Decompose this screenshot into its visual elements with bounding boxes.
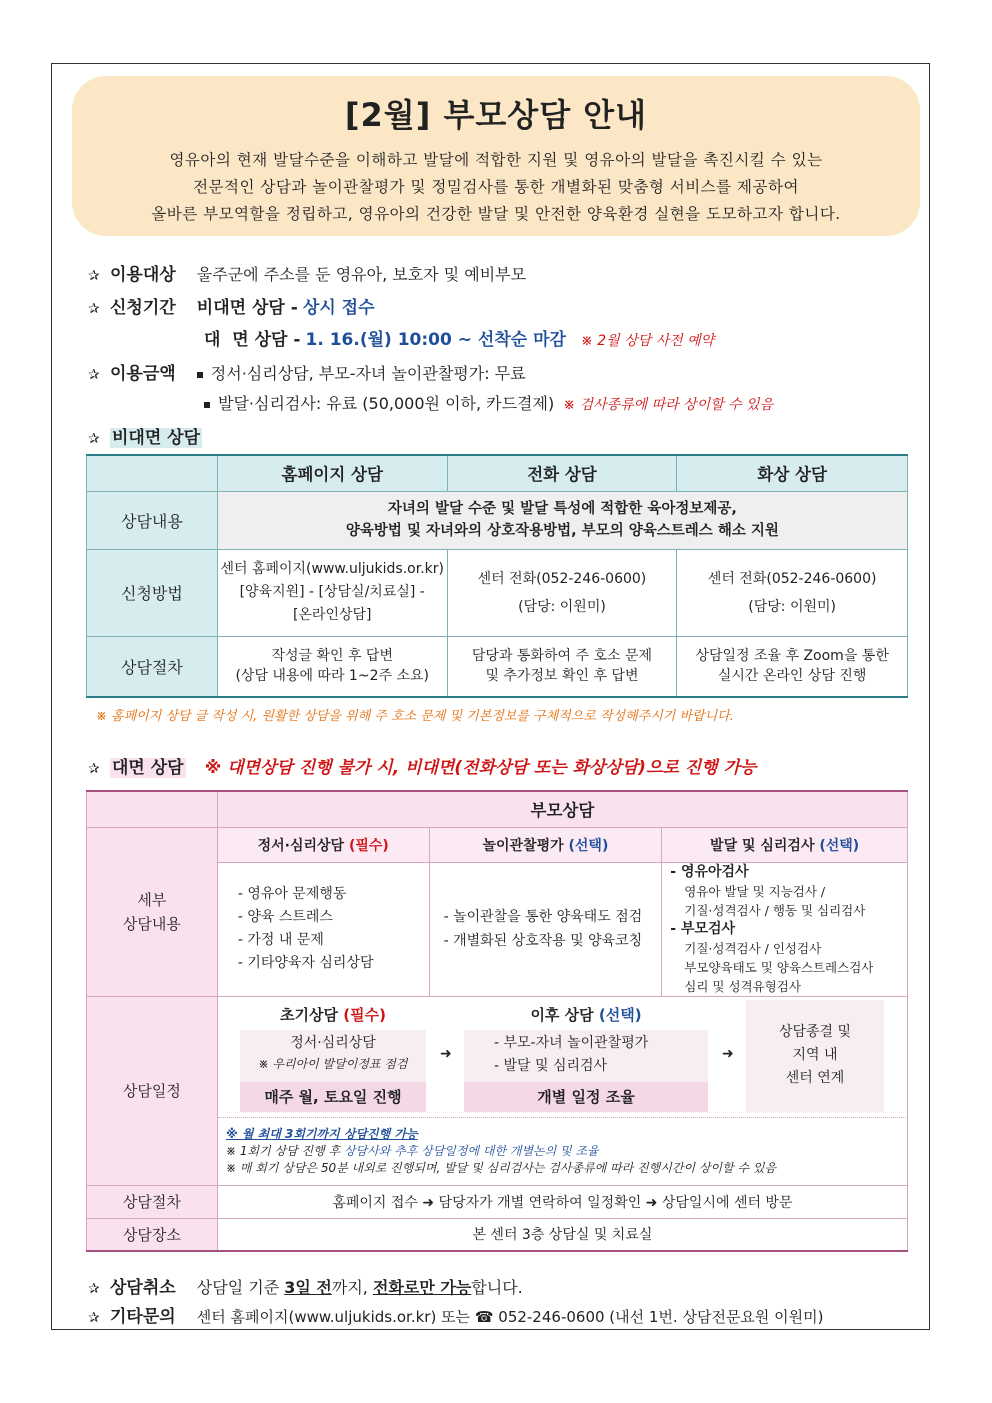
col3-parent-title: - 부모검사	[670, 920, 736, 937]
list-item: - 가정 내 문제	[237, 932, 324, 948]
step-initial-title-text: 초기상담	[280, 1006, 339, 1024]
proc-phone-line-1: 담당과 통화하여 주 호소 문제	[471, 648, 652, 665]
star-icon: ✰	[88, 1281, 100, 1297]
proc-phone-cell	[447, 636, 677, 697]
detail-label-cell	[87, 827, 218, 996]
col3-parent-1: 기질·성격검사 / 인성검사	[684, 940, 822, 956]
detail-label-2: 상담내용	[122, 914, 181, 933]
method-home-line-3: [온라인상담]	[292, 607, 372, 623]
step-initial	[240, 1000, 426, 1112]
cancel-text-d: 전화로만 가능	[372, 1278, 472, 1297]
schedule-label: 상담일정	[87, 996, 218, 1185]
schedule-note-2	[226, 1143, 902, 1160]
star-icon: ✰	[88, 1310, 100, 1326]
period-face-label: 대 면 상담 -	[204, 330, 301, 350]
step-initial-line-2: ※ 우리아이 발달이정표 점검	[258, 1057, 408, 1071]
proc-video-cell	[677, 636, 908, 697]
step-closure-line-3: 센터 연계	[785, 1070, 845, 1086]
col1-header	[217, 827, 429, 862]
cancel-text-b: 3일 전	[284, 1278, 332, 1297]
method-home-cell	[217, 549, 447, 636]
intro-line-3: 올바른 부모역할을 정립하고, 영유아의 건강한 발달 및 안전한 양육환경 실현을 도모하고자 합니다.	[151, 205, 841, 223]
period-remote-label: 비대면 상담 -	[196, 298, 298, 318]
schedule-notes	[226, 1126, 902, 1177]
step-closure	[746, 1000, 884, 1112]
place-label: 상담장소	[87, 1218, 218, 1251]
intro-line-1: 영유아의 현재 발달수준을 이해하고 발달에 적합한 지원 및 영유아의 발달을 촉진시킬 수 있는	[169, 151, 823, 169]
proc-home-line-2: (상담 내용에 따라 1~2주 소요)	[235, 668, 429, 685]
face-section-label: 대면 상담	[112, 758, 184, 778]
table-corner	[87, 791, 218, 827]
remote-consult-table	[86, 454, 908, 698]
step-initial-tag: (필수)	[343, 1006, 386, 1024]
square-bullet-icon	[204, 402, 210, 408]
schedule-note-1: ※ 월 최대 3회기까지 상담진행 가능	[226, 1127, 418, 1141]
face-main-header: 부모상담	[217, 791, 907, 827]
col3-items	[662, 862, 908, 996]
star-icon: ✰	[88, 761, 100, 777]
fee-item-1: 정서·심리상담, 부모-자녀 놀이관찰평가: 무료	[210, 364, 526, 383]
step-followup-line-2: - 발달 및 심리검사	[494, 1058, 608, 1074]
col3-child-2: 기질·성격검사 / 행동 및 심리검사	[684, 902, 866, 918]
method-home-line-2: [양육지원] - [상담실/치료실] -	[239, 584, 425, 600]
col2-tag: (선택)	[568, 837, 609, 854]
period-row	[88, 293, 375, 318]
contact-value: 센터 홈페이지(www.uljukids.or.kr) 또는 ☎ 052-246-0600 (내선 1번. 상담전문요원 이원미)	[196, 1308, 824, 1326]
fee-row-2	[204, 391, 773, 414]
fee-item-2: 발달·심리검사: 유료 (50,000원 이하, 카드결제)	[218, 394, 555, 413]
cancel-label: 상담취소	[110, 1278, 176, 1298]
step-followup-line-1: - 부모-자녀 놀이관찰평가	[494, 1035, 649, 1051]
col3-child-title: - 영유아검사	[670, 863, 749, 880]
table-corner	[87, 455, 218, 491]
period-remote-value: 상시 접수	[302, 298, 375, 318]
star-icon: ✰	[88, 367, 100, 383]
cancel-row	[88, 1273, 523, 1298]
page-title: [2월] 부모상담 안내	[344, 96, 648, 134]
method-home-line-1: 센터 홈페이지(www.uljukids.or.kr)	[220, 561, 444, 577]
method-phone-cell	[447, 549, 677, 636]
content-line-1: 자녀의 발달 수준 및 발달 특성에 적합한 육아정보제공,	[387, 501, 737, 517]
fee-label: 이용금액	[110, 364, 176, 384]
col3-child-1: 영유아 발달 및 지능검사 /	[684, 883, 826, 899]
contact-label: 기타문의	[110, 1307, 176, 1327]
remote-section-label: 비대면 상담	[112, 428, 201, 448]
col2-title: 놀이관찰평가	[482, 837, 564, 854]
face-section-note: ※ 대면상담 진행 불가 시, 비대면(전화상담 또는 화상상담)으로 진행 가능	[204, 758, 757, 778]
step-followup-bottom: 개별 일정 조율	[464, 1082, 708, 1112]
period-face-note: ※ 2월 상담 사전 예약	[581, 333, 715, 349]
proc-video-line-2: 실시간 온라인 상담 진행	[717, 668, 867, 685]
col-header-video: 화상 상담	[677, 455, 908, 491]
col1-title: 정서·심리상담	[257, 837, 345, 854]
star-icon: ✰	[88, 268, 100, 284]
col-header-phone: 전화 상담	[447, 455, 677, 491]
proc-video-line-1: 상담일정 조율 후 Zoom을 통한	[695, 648, 889, 665]
step-followup	[464, 1000, 708, 1112]
target-value: 울주군에 주소를 둔 영유아, 보호자 및 예비부모	[196, 265, 527, 284]
step-closure-line-2: 지역 내	[792, 1047, 838, 1063]
method-video-line-2: (담당: 이원미)	[748, 598, 836, 615]
schedule-note-2-b: 상담사와 추후 상담일정에 대한 개별논의 및 조율	[343, 1144, 599, 1158]
contact-row	[88, 1302, 824, 1327]
col2-header	[429, 827, 662, 862]
method-video-cell	[677, 549, 908, 636]
col3-header	[662, 827, 908, 862]
proc-phone-line-2: 및 추가정보 확인 후 답변	[485, 668, 639, 685]
remote-footnote: ※ 홈페이지 상담 글 작성 시, 원활한 상담을 위해 주 호소 문제 및 기본정보를 구체적으로 작성해주시기 바랍니다.	[96, 709, 734, 724]
target-row	[88, 260, 526, 285]
arrow-right-icon: ➜	[440, 1046, 452, 1062]
list-item: - 양육 스트레스	[237, 909, 333, 925]
method-phone-line-1: 센터 전화(052-246-0600)	[477, 570, 647, 587]
arrow-right-icon: ➜	[722, 1046, 734, 1062]
step-followup-title	[464, 1000, 708, 1030]
step-initial-title	[240, 1000, 426, 1030]
period-face-row	[204, 325, 714, 350]
cancel-text-a: 상담일 기준	[196, 1278, 285, 1297]
period-face-value: 1. 16.(월) 10:00 ~ 선착순 마감	[305, 330, 566, 350]
fee-row	[88, 359, 526, 384]
proc-home-cell	[217, 636, 447, 697]
proc-value: 홈페이지 접수 ➜ 담당자가 개별 연락하여 일정확인 ➜ 상담일시에 센터 방문	[217, 1185, 907, 1218]
square-bullet-icon	[197, 372, 203, 378]
col1-items	[217, 862, 429, 996]
content-line-2: 양육방법 및 자녀와의 상호작용방법, 부모의 양육스트레스 해소 지원	[345, 523, 779, 539]
method-phone-line-2: (담당: 이원미)	[518, 598, 606, 615]
star-icon: ✰	[88, 301, 100, 317]
step-closure-line-1: 상담종결 및	[778, 1024, 852, 1040]
detail-label-1: 세부	[137, 890, 167, 909]
cancel-text-c: 까지,	[331, 1278, 373, 1297]
row-label-method: 신청방법	[87, 549, 218, 636]
intro-line-2: 전문적인 상담과 놀이관찰평가 및 정밀검사를 통한 개별화된 맞춤형 서비스를 제공하여	[193, 178, 799, 196]
divider	[218, 1117, 906, 1118]
list-item: - 개별화된 상호작용 및 양육코칭	[443, 933, 643, 949]
place-value: 본 센터 3층 상담실 및 치료실	[217, 1218, 907, 1251]
row-label-proc: 상담절차	[87, 636, 218, 697]
target-label: 이용대상	[110, 265, 176, 285]
list-item: - 놀이관찰을 통한 양육태도 점검	[443, 909, 643, 925]
schedule-note-3: ※ 매 회기 상담은 50분 내외로 진행되며, 발달 및 심리검사는 검사종류에 따라 진행시간이 상이할 수 있음	[226, 1161, 777, 1175]
col3-parent-3: 심리 및 성격유형검사	[684, 978, 801, 994]
face-section-heading	[88, 753, 756, 778]
step-initial-bottom: 매주 월, 토요일 진행	[240, 1082, 426, 1112]
col-header-home: 홈페이지 상담	[217, 455, 447, 491]
step-initial-line-1: 정서·심리상담	[290, 1035, 376, 1051]
remote-section-heading	[88, 423, 202, 448]
step-followup-tag: (선택)	[598, 1006, 642, 1024]
method-video-line-1: 센터 전화(052-246-0600)	[707, 570, 877, 587]
col3-title: 발달 및 심리검사	[710, 837, 815, 854]
star-icon: ✰	[88, 431, 100, 447]
col2-items	[429, 862, 662, 996]
cancel-text-e: 합니다.	[471, 1278, 523, 1297]
schedule-note-2-a: ※ 1회기 상담 진행 후	[226, 1144, 344, 1158]
period-label: 신청기간	[110, 298, 176, 318]
row-label-content: 상담내용	[87, 491, 218, 549]
list-item: - 기타양육자 심리상담	[237, 955, 374, 971]
proc-label: 상담절차	[87, 1185, 218, 1218]
step-followup-title-text: 이후 상담	[530, 1006, 594, 1024]
intro-box	[72, 76, 920, 236]
col3-tag: (선택)	[819, 837, 860, 854]
content-cell	[217, 491, 907, 549]
col1-tag: (필수)	[348, 837, 389, 854]
col3-parent-2: 부모양육태도 및 양육스트레스검사	[684, 959, 874, 975]
list-item: - 영유아 문제행동	[237, 886, 347, 902]
fee-item-2-note: ※ 검사종류에 따라 상이할 수 있음	[563, 397, 774, 413]
proc-home-line-1: 작성글 확인 후 답변	[271, 648, 393, 665]
